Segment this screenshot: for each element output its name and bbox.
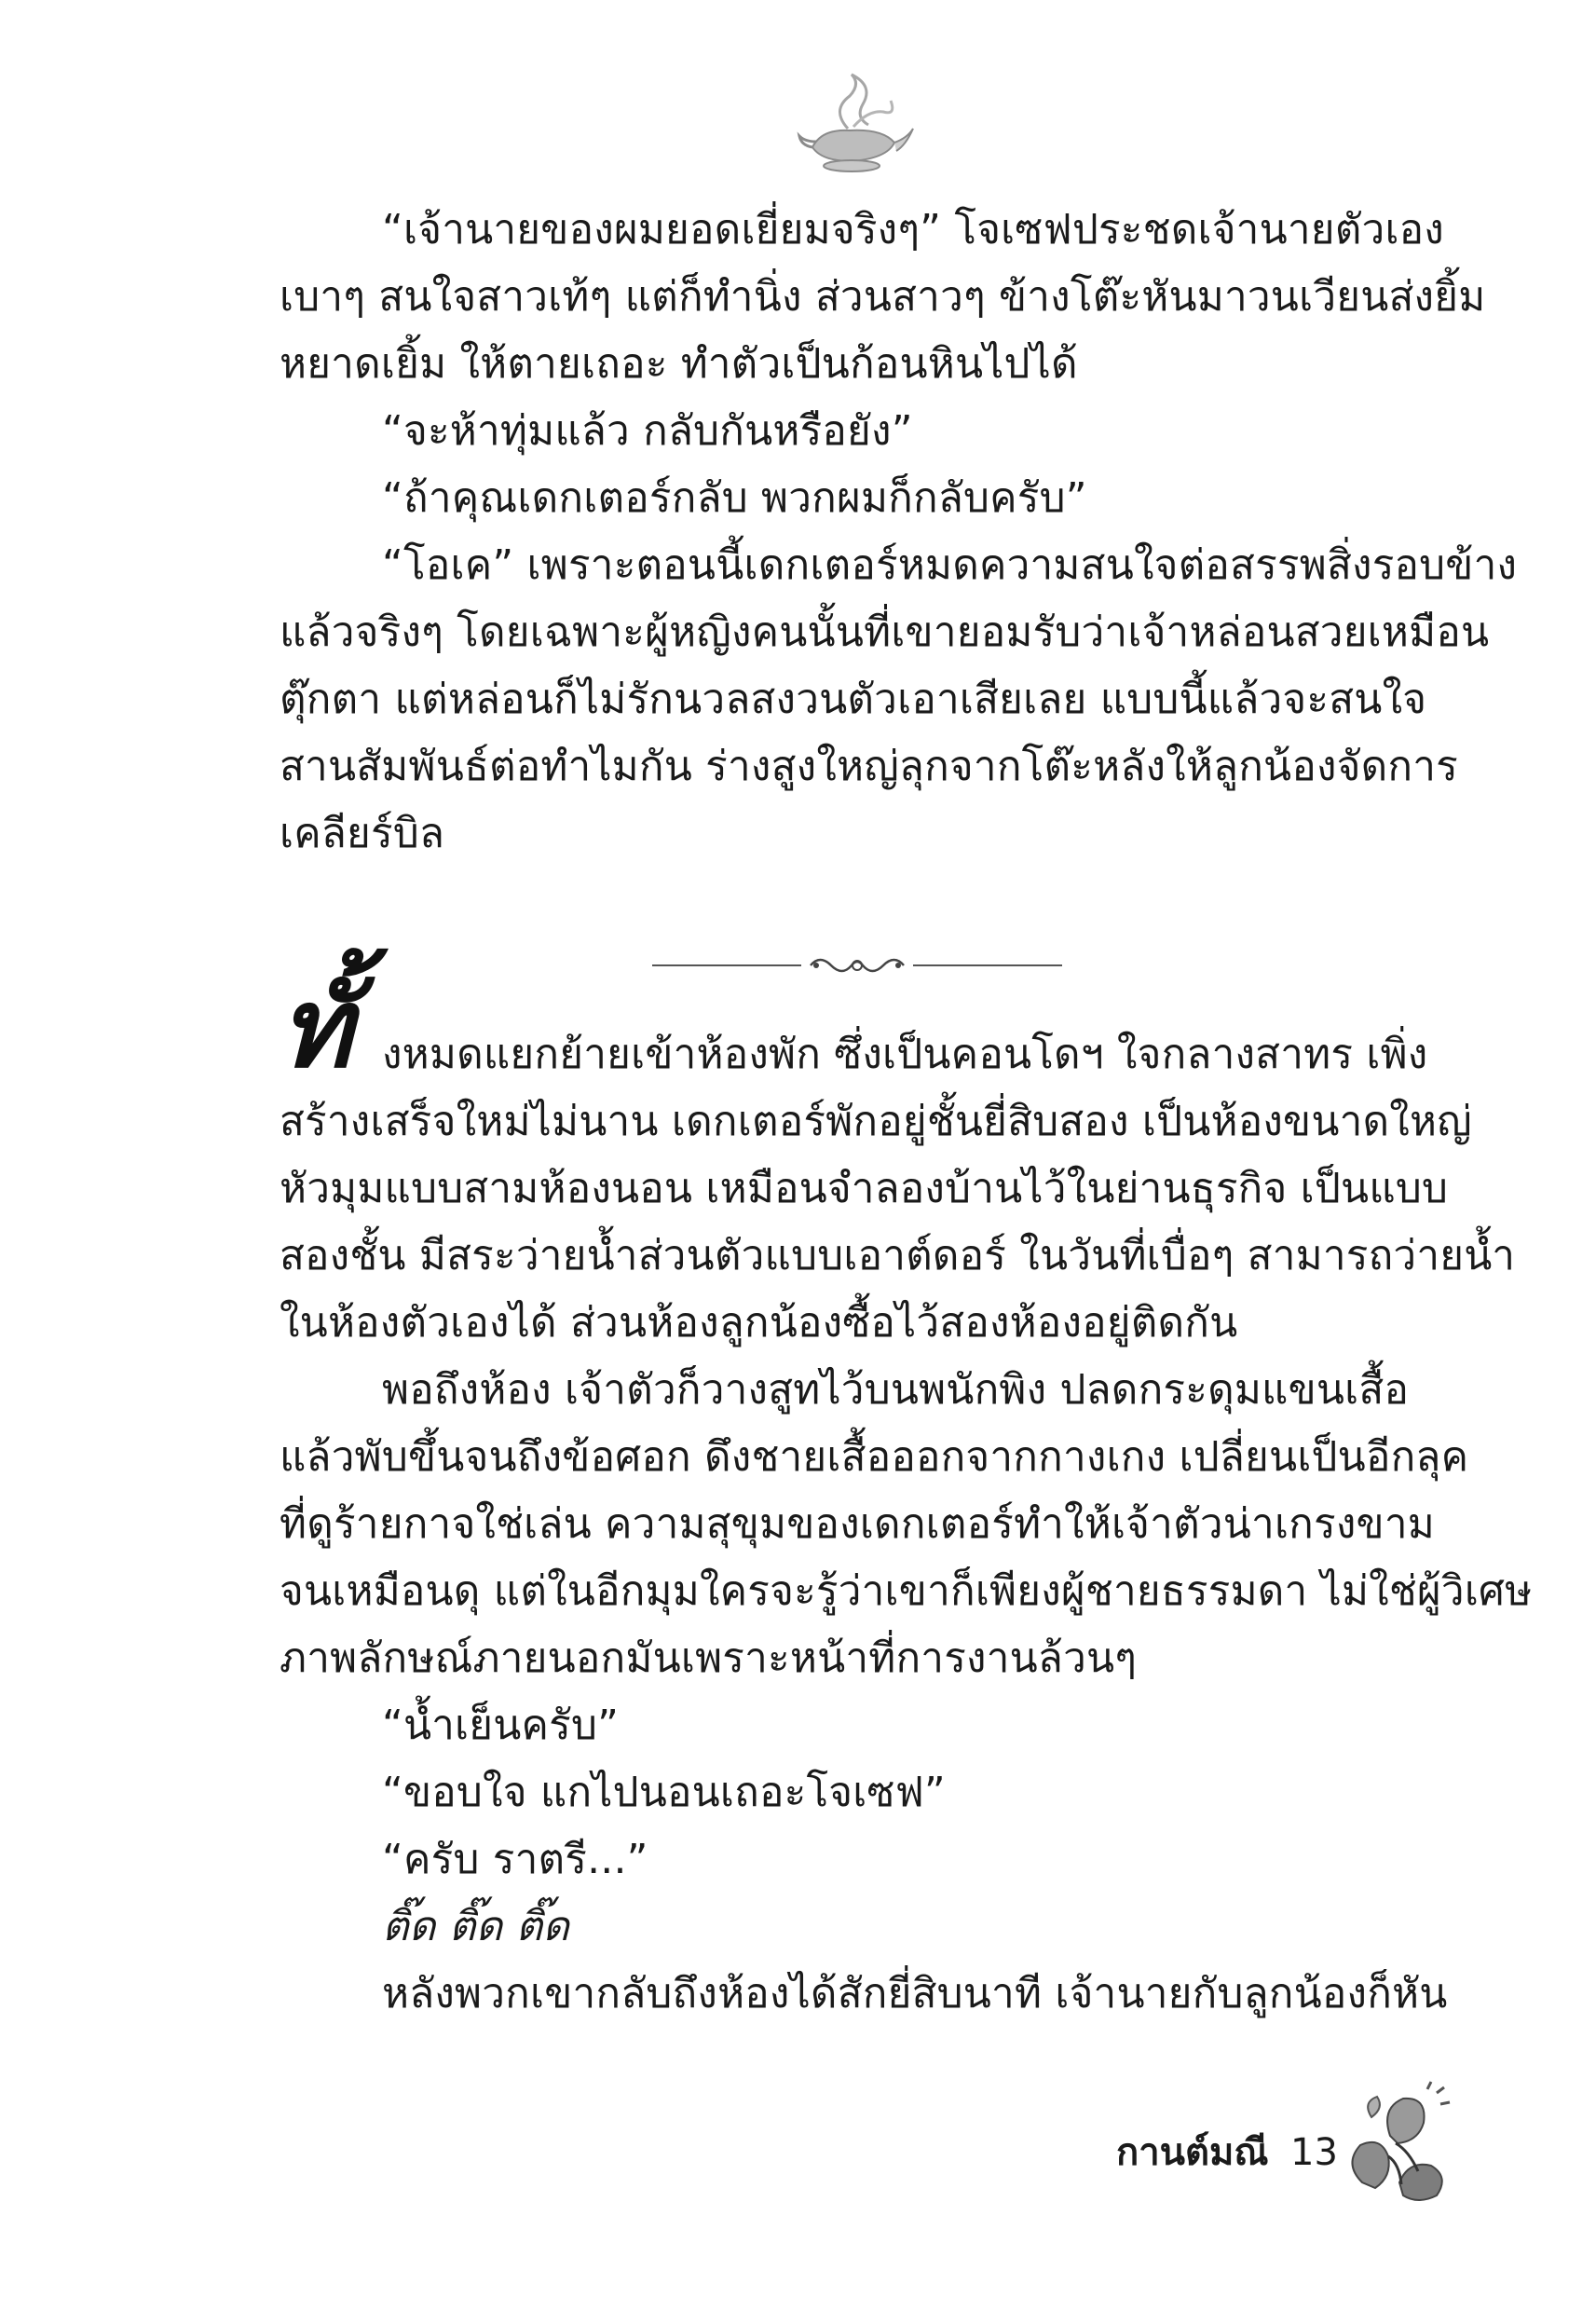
text-line: สร้างเสร็จใหม่ไม่นาน เดกเตอร์พักอยู่ชั้นยี่สิบสอง เป็นห้องขนาดใหญ่ <box>280 1098 1472 1145</box>
lamp-icon <box>794 73 915 175</box>
text-line: “จะห้าทุ่มแล้ว กลับกันหรือยัง” <box>382 407 913 455</box>
text-line: งหมดแยกย้ายเข้าห้องพัก ซึ่งเป็นคอนโดฯ ใจกลางสาทร เพิ่ง <box>382 1031 1428 1078</box>
text-line-italic: ติ๊ด ติ๊ด ติ๊ด <box>382 1903 570 1950</box>
text-line: “เจ้านายของผมยอดเยี่ยมจริงๆ” โจเซฟประชดเจ้านายตัวเอง <box>382 206 1444 253</box>
text-line: “โอเค” เพราะตอนนี้เดกเตอร์หมดความสนใจต่อสรรพสิ่งรอบข้าง <box>382 541 1518 589</box>
text-line: หัวมุมแบบสามห้องนอน เหมือนจำลองบ้านไว้ในย่านธุรกิจ เป็นแบบ <box>280 1165 1449 1212</box>
text-line: พอถึงห้อง เจ้าตัวก็วางสูทไว้บนพนักพิง ปลดกระดุมแขนเสื้อ <box>382 1366 1410 1414</box>
footer-title: กานต์มณี <box>1116 2131 1269 2174</box>
page-number: 13 <box>1290 2131 1338 2174</box>
text-line: สองชั้น มีสระว่ายน้ำส่วนตัวแบบเอาต์ดอร์ ในวันที่เบื่อๆ สามารถว่ายน้ำ <box>280 1232 1516 1279</box>
text-line: “ครับ ราตรี...” <box>382 1836 648 1883</box>
text-line: ในห้องตัวเองได้ ส่วนห้องลูกน้องซื้อไว้สองห้องอยู่ติดกัน <box>280 1299 1238 1347</box>
text-line: ที่ดูร้ายกาจใช่เล่น ความสุขุมของเดกเตอร์ทำให้เจ้าตัวน่าเกรงขาม <box>280 1500 1435 1548</box>
text-line: หลังพวกเขากลับถึงห้องได้สักยี่สิบนาที เจ้านายกับลูกน้องก็หัน <box>382 1970 1448 2017</box>
text-line: สานสัมพันธ์ต่อทำไมกัน ร่างสูงใหญ่ลุกจากโต๊ะหลังให้ลูกน้องจัดการ <box>280 743 1458 790</box>
text-line: แล้วจริงๆ โดยเฉพาะผู้หญิงคนนั้นที่เขายอมรับว่าเจ้าหล่อนสวยเหมือน <box>280 609 1490 656</box>
text-line: ตุ๊กตา แต่หล่อนก็ไม่รักนวลสงวนตัวเอาเสียเลย แบบนี้แล้วจะสนใจ <box>280 676 1427 723</box>
text-line: หยาดเยิ้ม ให้ตายเถอะ ทำตัวเป็นก้อนหินไปได้ <box>280 340 1078 388</box>
text-line: เบาๆ สนใจสาวเท้ๆ แต่ก็ทำนิ่ง ส่วนสาวๆ ข้างโต๊ะหันมาวนเวียนส่งยิ้ม <box>280 273 1486 321</box>
drop-cap: ทั้ <box>280 963 352 1092</box>
text-line: “ขอบใจ แกไปนอนเถอะโจเซฟ” <box>382 1769 946 1816</box>
text-line: แล้วพับขึ้นจนถึงข้อศอก ดึงชายเสื้อออกจากกางเกง เปลี่ยนเป็นอีกลุค <box>280 1433 1469 1481</box>
flower-icon <box>1334 2080 1455 2210</box>
text-line: ภาพลักษณ์ภายนอกมันเพราะหน้าที่การงานล้วนๆ <box>280 1634 1138 1682</box>
text-line: “น้ำเย็นครับ” <box>382 1702 620 1749</box>
text-line: เคลียร์บิล <box>280 810 445 857</box>
text-line: จนเหมือนดุ แต่ในอีกมุมใครจะรู้ว่าเขาก็เพียงผู้ชายธรรมดา ไม่ใช่ผู้วิเศษ <box>280 1567 1533 1615</box>
ornamental-divider-icon <box>652 947 1062 984</box>
text-line: “ถ้าคุณเดกเตอร์กลับ พวกผมก็กลับครับ” <box>382 474 1087 522</box>
